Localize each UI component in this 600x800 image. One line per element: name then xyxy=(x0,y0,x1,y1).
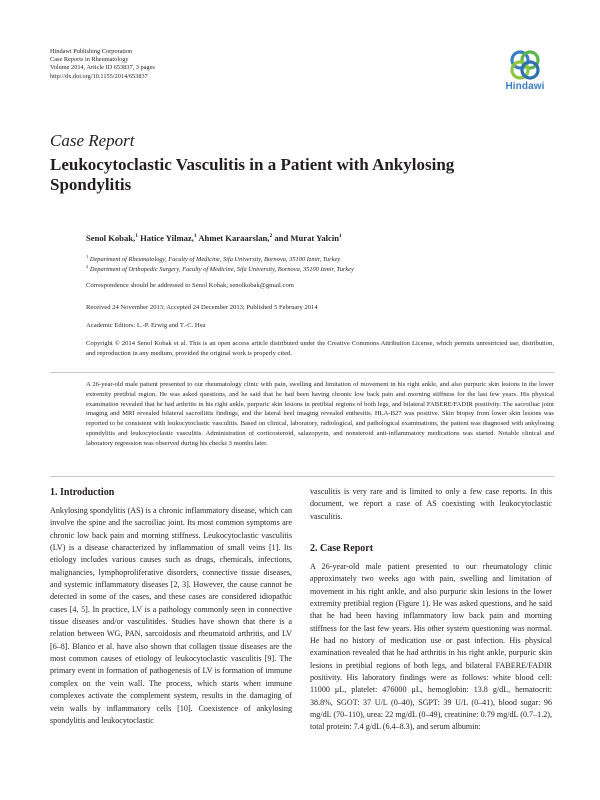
affiliation-sup: 1 xyxy=(86,254,89,259)
author-affil-sup: 1 xyxy=(339,233,342,240)
hindawi-logo xyxy=(497,50,553,92)
author-name: and Murat Yalcin xyxy=(274,233,339,243)
academic-editors: Academic Editors: L.-P. Erwig and T.-C. Hsu xyxy=(86,322,206,329)
article-title: Leukocytoclastic Vasculitis in a Patient with Ankylosing Spondylitis xyxy=(50,155,455,194)
affiliation-text: Department of Rheumatology, Faculty of Medicine, Sifa University, Bornova, 35100 Izmir, Turkey xyxy=(89,256,341,264)
doi-link[interactable]: http://dx.doi.org/10.1155/2014/653837 xyxy=(50,72,148,80)
publisher-name: Hindawi Publishing Corporation xyxy=(50,48,133,55)
author-name: Senol Kobak, xyxy=(86,233,136,243)
author-name: Ahmet Karaarslan, xyxy=(198,233,270,243)
journal-info xyxy=(50,48,155,81)
section-heading-introduction: 1. Introduction xyxy=(50,487,115,498)
affiliation xyxy=(86,264,354,273)
section-heading-case-report: 2. Case Report xyxy=(310,543,374,554)
volume-info: Volume 2014, Article ID 653837, 3 pages xyxy=(50,64,155,72)
affiliation xyxy=(86,254,340,263)
author-affil-sup: 1 xyxy=(193,233,197,240)
author-affil-sup: 2 xyxy=(269,233,273,240)
abstract: A 26-year-old male patient presented to our rheumatology clinic with pain, swelling and limitation of movement in his right ankle, and also purpuric skin lesions in the lower extremity pretibial region. He was asked questions, and he said that he had been having chronic low back pain and morning stiffness for the last few years. His physical examination revealed that he had arthritis in his right ankle, purpuric skin lesions in pretibial regions of both legs, and bilateral FABERE/FADIR positivity. The sacroiliac joint imaging and MRI revealed bilateral sacroiliitis findings, and the lateral heel imaging revealed enthesitis. HLA-B27 was positive. Skin biopsy from lower skin lesions was reported to be consistent with leukocytoclastic vasculitis. Based on clinical, laboratory, radiological, and pathological examinations, the patient was diagnosed with ankylosing spondylitis and leukocytoclastic vasculitis. Administration of corticosteroid, salazopyrin, and nonsteroid anti-inflammatory medications was started. Notable clinical and laboratory regression was observed during his checks 3 months later. xyxy=(86,381,554,447)
affiliation-text: Department of Orthopedic Surgery, Faculty of Medicine, Sifa University, Bornova, 35100 Izmir, Turkey xyxy=(89,266,354,274)
journal-name: Case Reports in Rheumatology xyxy=(50,56,129,64)
introduction-text: Ankylosing spondylitis (AS) is a chronic inflammatory disease, which can involve the spine and the sacroiliac joint. Its most common symptoms are chronic low back pain and morning stiffness. Leukocytoclastic vasculitis (LV) is a disease characterized by inflammation of small veins [1]. Its etiology includes various causes such as drugs, chemicals, infections, malignancies, lymphoproliferative disorders, connective tissue diseases, and systemic inflammatory diseases [2, 3]. However, the cause cannot be detected in some of the cases, and these cases are considered idiopathic cases [4, 5]. In practice, LV is a pathology commonly seen in connective tissue diseases and/or vasculitides. Studies have shown that there is a relation between WG, PAN, sarcoidosis and rheumatoid arthritis, and LV [6–8]. Blanco et al. have also shown that collagen tissue diseases are the most common causes of etiology of leukocytoclastic vasculitis [9]. The primary event in formation of pathogenesis of LV is formation of immune complex on the vein wall. The process, which starts when immune complexes activate the complement system, results in the damaging of vein walls by inflammatory cells [10]. Coexistence of ankylosing spondylitis and leukocytoclastic xyxy=(50,506,292,725)
hindawi-logo-icon xyxy=(510,50,540,80)
introduction-text-continued: vasculitis is very rare and is limited to only a few case reports. In this document, we report a case of AS coexisting with leukocytoclastic vasculitis. xyxy=(310,487,552,521)
copyright-notice: Copyright © 2014 Senol Kobak et al. This is an open access article distributed under the Creative Commons Attribution License, which permits unrestricted use, distribution, and reproduction in any medium, provided the original work is properly cited. xyxy=(86,340,554,357)
article-type: Case Report xyxy=(50,131,135,150)
case-report-text: A 26-year-old male patient presented to our rheumatology clinic approximately two weeks ago with pain, swelling and limitation of movement in his right ankle, and also purpuric skin lesions in the lower extremity pretibial region (Figure 1). He was asked questions, and he said that he had been having inflammatory low back pain and morning stiffness for the last few years. His other system questioning was normal. He had no history of medication use or past infection. His physical examination revealed that he had arthritis in his right ankle, purpuric skin lesions in pretibial regions of both legs, and bilateral FABERE/FADIR positivity. His laboratory findings were as follows: white blood cell: 11000 μL, platelet: 476000 μL, hemoglobin: 13.8 g/dL, hematocrit: 38.8%, SGOT: 37 U/L (0–40), SGPT: 39 U/L (0–41), blood sugar: 96 mg/dL (70–110), urea: 22 mg/dL (0–49), creatinine: 0.79 mg/dL (0.7–1.2), total protein: 7.4 g/dL (6.4–8.3), and serum albumin: xyxy=(310,562,552,732)
divider xyxy=(50,476,554,477)
correspondence: Correspondence should be addressed to Senol Kobak; senolkobak@gmail.com xyxy=(86,282,294,289)
affiliation-sup: 2 xyxy=(86,264,89,269)
author-list xyxy=(86,233,342,243)
author-affil-sup: 1 xyxy=(135,233,138,240)
author-name: Hatice Yilmaz, xyxy=(140,233,194,243)
divider xyxy=(50,372,554,373)
logo-text: Hindawi xyxy=(505,81,545,92)
article-dates: Received 24 November 2013; Accepted 24 December 2013; Published 5 February 2014 xyxy=(86,304,318,311)
